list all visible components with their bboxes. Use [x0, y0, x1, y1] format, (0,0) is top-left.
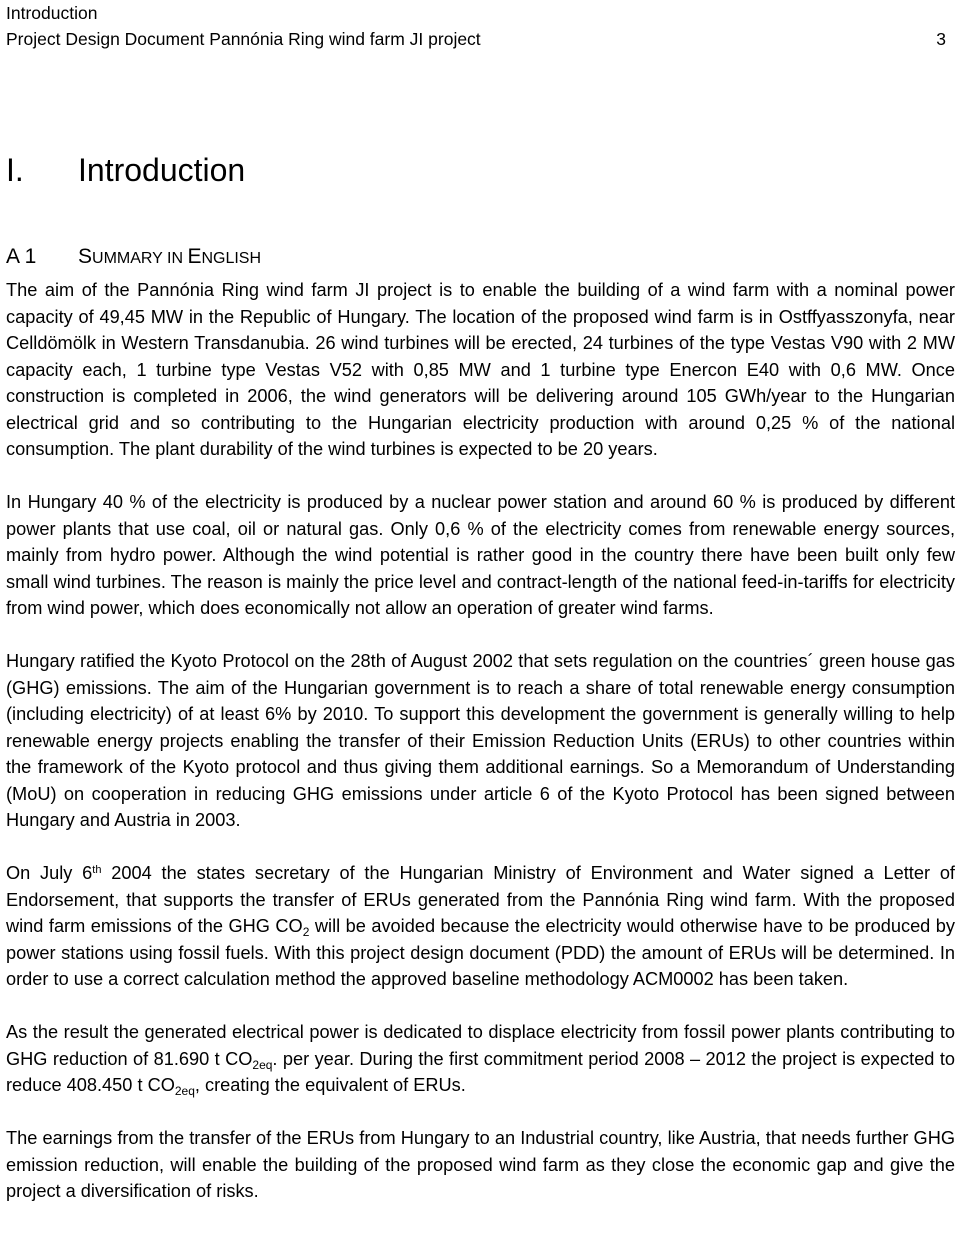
paragraph-ghg-reduction: As the result the generated electrical power is dedicated to displace electricity from fossil power plants contributing to GHG reduction of 81.690 t $CO_{2eq}$. per year. During the first commitment period 2008 – 2012 the project is expected to reduce 408.450 t $CO_{2eq}$, creating the equivalent of ERUs.	[6, 1022, 955, 1098]
page-number: 3	[936, 29, 946, 49]
page-header	[6, 0, 946, 52]
chapter-heading	[6, 150, 245, 190]
section-heading	[6, 243, 261, 273]
paragraph-kyoto-protocol: Hungary ratified the Kyoto Protocol on the 28th of August 2002 that sets regulation on the countries´ green house gas (GHG) emissions. The aim of the Hungarian government is to reach a share of total renewable energy consumption (including electricity) of at least 6% by 2010. To support this development the government is generally willing to help renewable energy projects enabling the transfer of their Emission Reduction Units (ERUs) to other countries within the framework of the Kyoto protocol and thus giving them additional earnings. So a Memorandum of Understanding (MoU) on cooperation in reducing GHG emissions under article 6 of the Kyoto Protocol has been signed between Hungary and Austria in 2003.	[6, 651, 955, 830]
paragraph-eru-earnings: The earnings from the transfer of the ERUs from Hungary to an Industrial country, like Austria, that needs further GHG emission reduction, will enable the building of the proposed wind farm as they close the economic gap and give the project a diversification of risks.	[6, 1128, 955, 1201]
section-number: A 1	[6, 245, 37, 268]
chapter-title: Introduction	[78, 152, 246, 188]
paragraph-project-aim: The aim of the Pannónia Ring wind farm JI project is to enable the building of a wind farm with a nominal power capacity of 49,45 MW in the Republic of Hungary. The location of the proposed wind farm is in Ostffyasszonyfa, near Celldömölk in Western Transdanubia. 26 wind turbines will be erected, 24 turbines of the type Vestas V90 with 2 MW capacity each, 1 turbine type Vestas V52 with 0,85 MW and 1 turbine type Enercon E40 with 0,6 MW. Once construction is completed in 2006, the wind generators will be delivering around 105 GWh/year to the Hungarian electrical grid and so contributing to the Hungarian electricity production with around 0,25 % of the national consumption. The plant durability of the wind turbines is expected to be 20 years.	[6, 280, 955, 459]
header-document-row	[6, 26, 946, 52]
paragraph-letter-of-endorsement: On July 6th 2004 the states secretary of the Hungarian Ministry of Environment and Water signed a Letter of Endorsement, that supports the transfer of ERUs generated from the Pannónia Ring wind farm. With the proposed wind farm emissions of the GHG $CO_2$ will be avoided because the electricity would otherwise have to be produced by power stations using fossil fuels. With this project design document (PDD) the amount of ERUs will be determined. In order to use a correct calculation method the approved baseline methodology ACM0002 has been taken.	[6, 863, 955, 989]
document-body	[6, 277, 955, 1231]
chapter-number: I.	[6, 152, 24, 188]
section-title: SUMMARY IN ENGLISH	[78, 245, 262, 268]
header-document-title: Project Design Document Pannónia Ring wind farm JI project	[6, 29, 481, 49]
paragraph-hungary-electricity: In Hungary 40 % of the electricity is produced by a nuclear power station and around 60 % is produced by different power plants that use coal, oil or natural gas. Only 0,6 % of the electricity comes from renewable energy sources, mainly from hydro power. Although the wind potential is rather good in the country there have been built only few small wind turbines. The reason is mainly the price level and contract-length of the national feed-in-tariffs for electricity from wind power, which does economically not allow an operation of greater wind farms.	[6, 492, 955, 618]
header-section-title: Introduction	[6, 3, 98, 23]
